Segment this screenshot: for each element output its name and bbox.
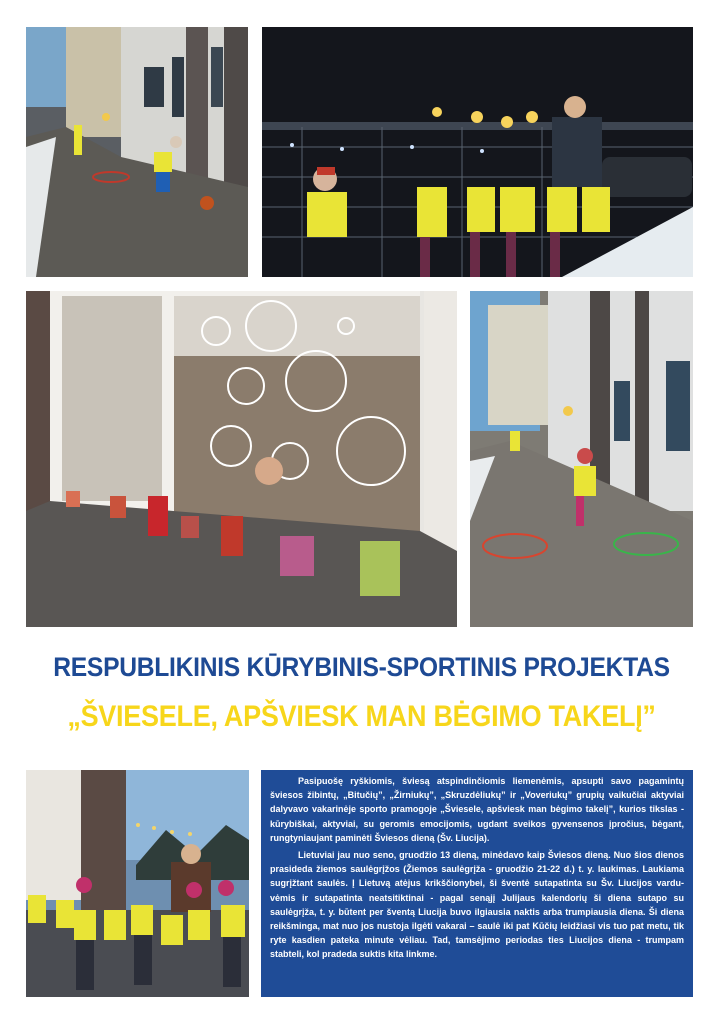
photo-courtyard-hoops	[470, 291, 693, 627]
project-title: „ŠVIESELE, APŠVIESK MAN BĖGIMO TAKELĮ”	[67, 700, 656, 733]
photo-children-night-group	[262, 27, 693, 277]
article-paragraph: Lietuviai jau nuo seno, gruodžio 13 dieną, minėdavo kaip Šviesos dieną. Nuo šios dienos prasideda žiemos saulėgrįžos (Žiemos saulėgrįža - gruodžio 21-22 d.) t. y. laukimas. Laukiama sugrįžtant saulės. Į Lietuvą atėjus krikščionybei, ši šventė sutapatinta su Šv. Liucijos varduvėmis ir sutapatinta neatsitiktinai - pagal senąjį Julijaus kalendorių ši diena sutapo su saulėgrįža, t. y. būtent per šventą Liucija buvo ilgiausia naktis arba trumpiausia diena. Ši diena reikšminga, mat nuo jos nustoja ilgėti vakarai – saulė iki pat Kūčių leidžiasi vis tuo pat metu, tik ryte kasdien pateka minute vėliau. Tad, tamsėjimo periodas ties Liucijos diena - trumpam stabteli, kol pradeda suktis kita linkme.	[270, 850, 684, 960]
photo-courtyard-ball-game	[26, 27, 248, 277]
project-heading: RESPUBLIKINIS KŪRYBINIS-SPORTINIS PROJEKTAS	[53, 652, 670, 682]
article-paragraph: Pasipuošę ryškiomis, šviesą atspindinčiomis liemenėmis, apsupti savo pagamintų šviesos žibintų, „Bitučių”, „Žirniukų”, „Skruzdėliukų” ir „Voveriukų” grupių vaikučiai aktyviai dalyvavo vakarinėje sporto pramogoje „Šviesele, apšviesk man bėgimo takelį”, kurios tikslas - kūrybiškai, aktyviai, su geromis emocijomis, ugdant sveikos gyvensenos įpročius, bėgant, rungtyniaujant paminėti Šviesos dieną (Šv. Liucija).	[270, 776, 684, 843]
article-text-box	[261, 770, 693, 997]
photo-window-snowflakes-lanterns	[26, 291, 457, 627]
photo-children-group-dusk	[26, 770, 249, 997]
